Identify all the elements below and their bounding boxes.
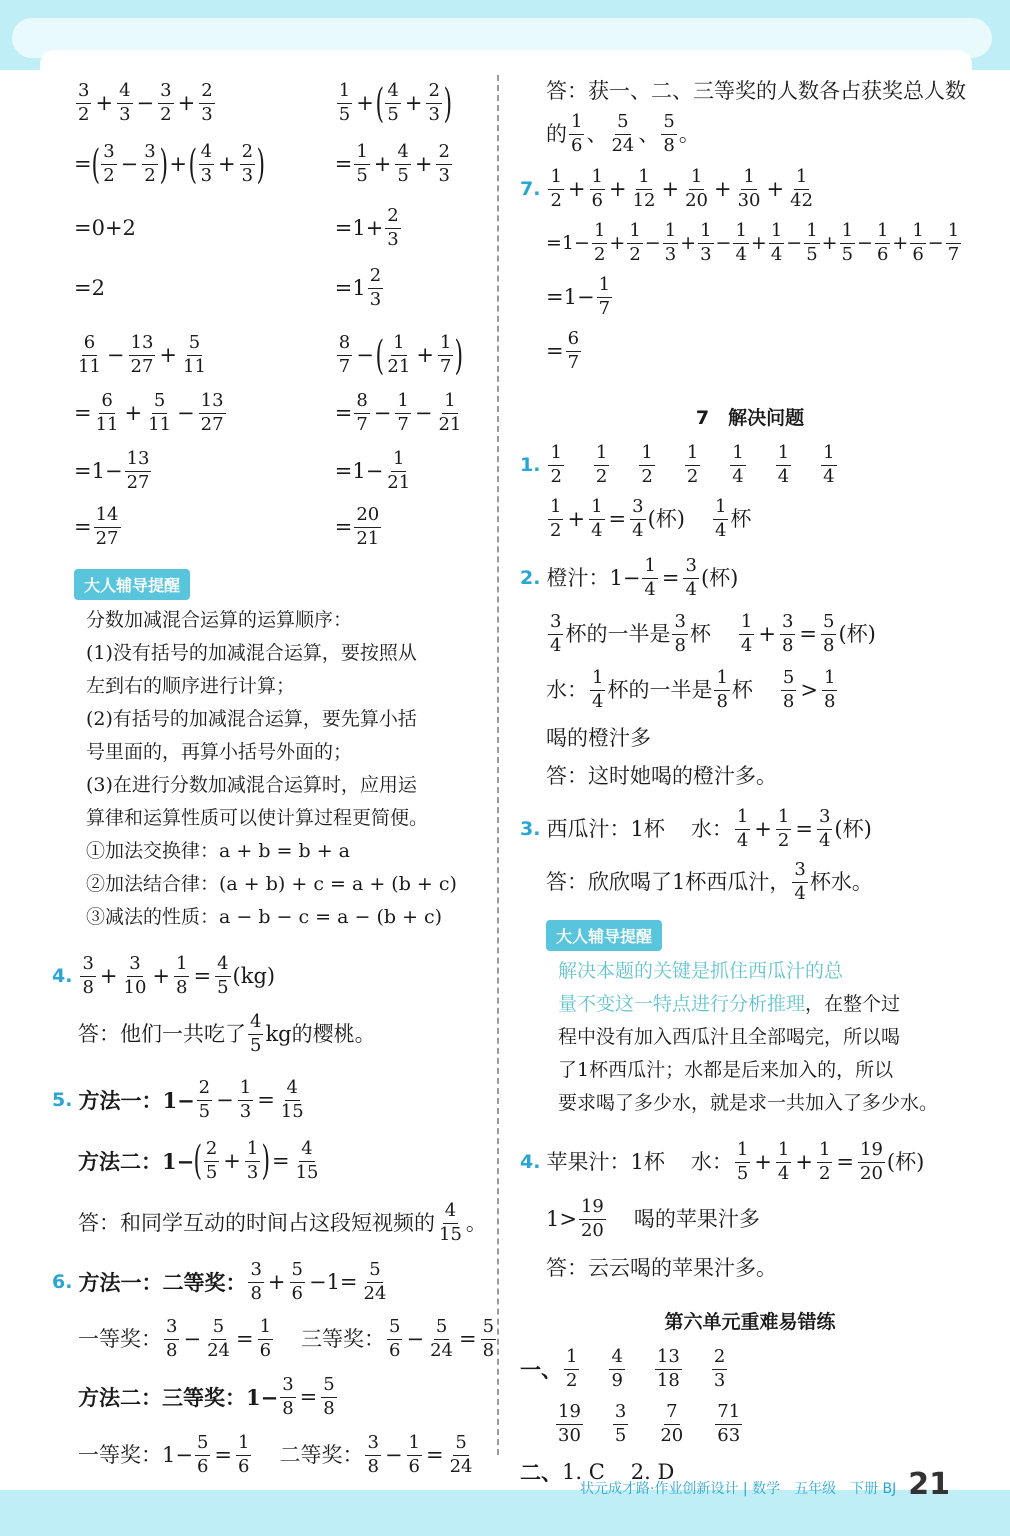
calc-2a: $\frac{6}{11}$ − $\frac{13}{27}$ + $\frac{5}{11}$ = $\frac{6}{11}$ + $\frac{5}{11}$ − $\frac{13}{27}$ =1− $\frac{13}{27}$ = $\frac{14}{27}$ (74, 332, 224, 549)
question-4: 4. $\frac{3}{8}$ + $\frac{3}{10}$ + $\frac{1}{8}$ = $\frac{4}{5}$ (kg) 答：他们一共吃了 $\frac{4}{5}$ kg的樱桃。 (52, 952, 376, 1056)
calc-2b: $\frac{8}{7}$ − ( $\frac{1}{21}$ + $\frac{1}{7}$ ) = $\frac{8}{7}$ − $\frac{1}{7}$ − $\frac{1}{21}$ =1− $\frac{1}{21}$ = $\frac{20}{21}$ (334, 332, 464, 549)
tutor-note-2: 大人辅导提醒 解决本题的关键是抓住西瓜汁的总 量不变这一特点进行分析推理 ，在整个过 程中没有加入西瓜汁且全部喝完，所以喝 了1杯西瓜汁；水都是后来加入的，所以 要求喝了多少水，就是求一共加入了多少水。 (520, 920, 980, 1120)
footer-text: 状元成才路·作业创新设计 | 数学 五年级 下册 BJ (580, 1481, 897, 1497)
section-title-7: 7 解决问题 (695, 407, 805, 429)
question-7: 7. $\frac{1}{2}$ + $\frac{1}{6}$ + $\frac{1}{12}$ + $\frac{1}{20}$ + $\frac{1}{30}$ + $\frac{1}{42}$ =1− $\frac{1}{2}$ + $\frac{1}{2}$ − $\frac{1}{3}$ + $\frac{1}{3}$ − $\frac{1}{4}$ + $\frac{1}{4}$ − $\frac{1}{5}$ + $\frac{1}{5}$ − $\frac{1}{6}$ + $\frac{1}{6}$ − $\frac{1}{7}$ =1− $\frac{1}{7}$ = $\frac{6}{7}$ (520, 165, 960, 373)
problem-4: 4. 苹果汁：1杯 水： $\frac{1}{5}$ + $\frac{1}{4}$ + $\frac{1}{2}$ = $\frac{19}{20}$ (杯) 1> $\frac{19}{20}$ 喝的苹果汁多 答：云云喝的苹果汁多。 (520, 1138, 925, 1280)
q6-answer-line2: 的 $\frac{1}{6}$ 、 $\frac{5}{24}$ 、 $\frac{5}{8}$ 。 (546, 110, 700, 156)
problem-3: 3. 西瓜汁：1杯 水： $\frac{1}{4}$ + $\frac{1}{2}$ = $\frac{3}{4}$ (杯) 答：欣欣喝了1杯西瓜汁， $\frac{3}{4}$ 杯水。 (520, 805, 873, 904)
calc-1a: $\frac{3}{2}$ + $\frac{4}{3}$ − $\frac{3}{2}$ + $\frac{2}{3}$ = ( $\frac{3}{2}$ − $\frac{3}{2}$ ) + ( $\frac{4}{3}$ + $\frac{2}{3}$ ) =0+2 =2 (74, 80, 266, 300)
right-column (520, 76, 980, 1492)
q6-answer-line1: 答：获一、二、三等奖的人数各占获奖总人数 (546, 78, 966, 103)
column-divider (497, 75, 499, 1455)
page-footer (580, 1467, 950, 1502)
problem-2: 2. 橙汁：1− $\frac{1}{4}$ = $\frac{3}{4}$ (杯) $\frac{3}{4}$ 杯的一半是 $\frac{3}{8}$ 杯 $\frac{1}{4}$ + $\frac{3}{8}$ = $\frac{5}{8}$ (杯) 水： $\frac{1}{4}$ 杯的一半是 $\frac{1}{8}$ 杯 $\frac{5}{8}$ > $\frac{1}{8}$ 喝的橙汁多 答：这时她喝的橙汁多。 (520, 554, 876, 788)
note-title: 大人辅导提醒 (546, 920, 662, 951)
question-6: 6. 方法一：二等奖： $\frac{3}{8}$ + $\frac{5}{6}$ −1= $\frac{5}{24}$ 一等奖： $\frac{3}{8}$ − $\frac{5}{24}$ = $\frac{1}{6}$ 三等奖： $\frac{5}{6}$ − $\frac{5}{24}$ = $\frac{5}{8}$ 方法二：三等奖：1− $\frac{3}{8}$ = $\frac{5}{8}$ 一等奖：1− $\frac{5}{6}$ = $\frac{1}{6}$ 二等奖： $\frac{3}{8}$ − $\frac{1}{6}$ = $\frac{5}{24}$ (52, 1258, 495, 1477)
calc-1b: $\frac{1}{5}$ + ( $\frac{4}{5}$ + $\frac{2}{3}$ ) = $\frac{1}{5}$ + $\frac{4}{5}$ + $\frac{2}{3}$ =1+ $\frac{2}{3}$ =1 $\frac{2}{3}$ (334, 80, 453, 310)
tutor-note-1: 大人辅导提醒 分数加减混合运算的运算顺序： (1)没有括号的加减混合运算，要按照从 左到右的顺序进行计算； (2)有括号的加减混合运算，要先算小括 号里面的，再算小括号外面的； (3)在进行分数加减混合运算时，应用运 算律和运算性质可以使计算过程更简便。 ①加法交换律：a + b = b + a ②加法结合律：(a + b) + c = a + (b + c) ③减法的性质：a − b − c = a − (b + c) (74, 569, 484, 934)
left-column (52, 76, 495, 1484)
section-title-6: 第六单元重难易错练 (664, 1311, 836, 1333)
problem-1: 1. $\frac{1}{2}$ $\frac{1}{2}$ $\frac{1}{2}$ $\frac{1}{2}$ $\frac{1}{4}$ $\frac{1}{4}$ $\frac{1}{4}$ $\frac{1}{2}$ + $\frac{1}{4}$ = $\frac{3}{4}$ (杯) $\frac{1}{4}$ 杯 (520, 441, 835, 541)
question-5: 5. 方法一：1− $\frac{2}{5}$ − $\frac{1}{3}$ = $\frac{4}{15}$ 方法二：1− ( $\frac{2}{5}$ + $\frac{1}{3}$ ) = $\frac{4}{15}$ 答：和同学互动的时间占这段短视频的 $\frac{4}{15}$ 。 (52, 1076, 487, 1245)
page-number: 21 (908, 1467, 950, 1502)
review-answers: 一、 $\frac{1}{2}$ $\frac{4}{9}$ $\frac{13}{18}$ $\frac{2}{3}$ $\frac{19}{30}$ $\frac{3}{5}$ $\frac{7}{20}$ $\frac{71}{63}$ 二、 1. C 2. D (520, 1345, 741, 1485)
note-title: 大人辅导提醒 (74, 569, 190, 600)
